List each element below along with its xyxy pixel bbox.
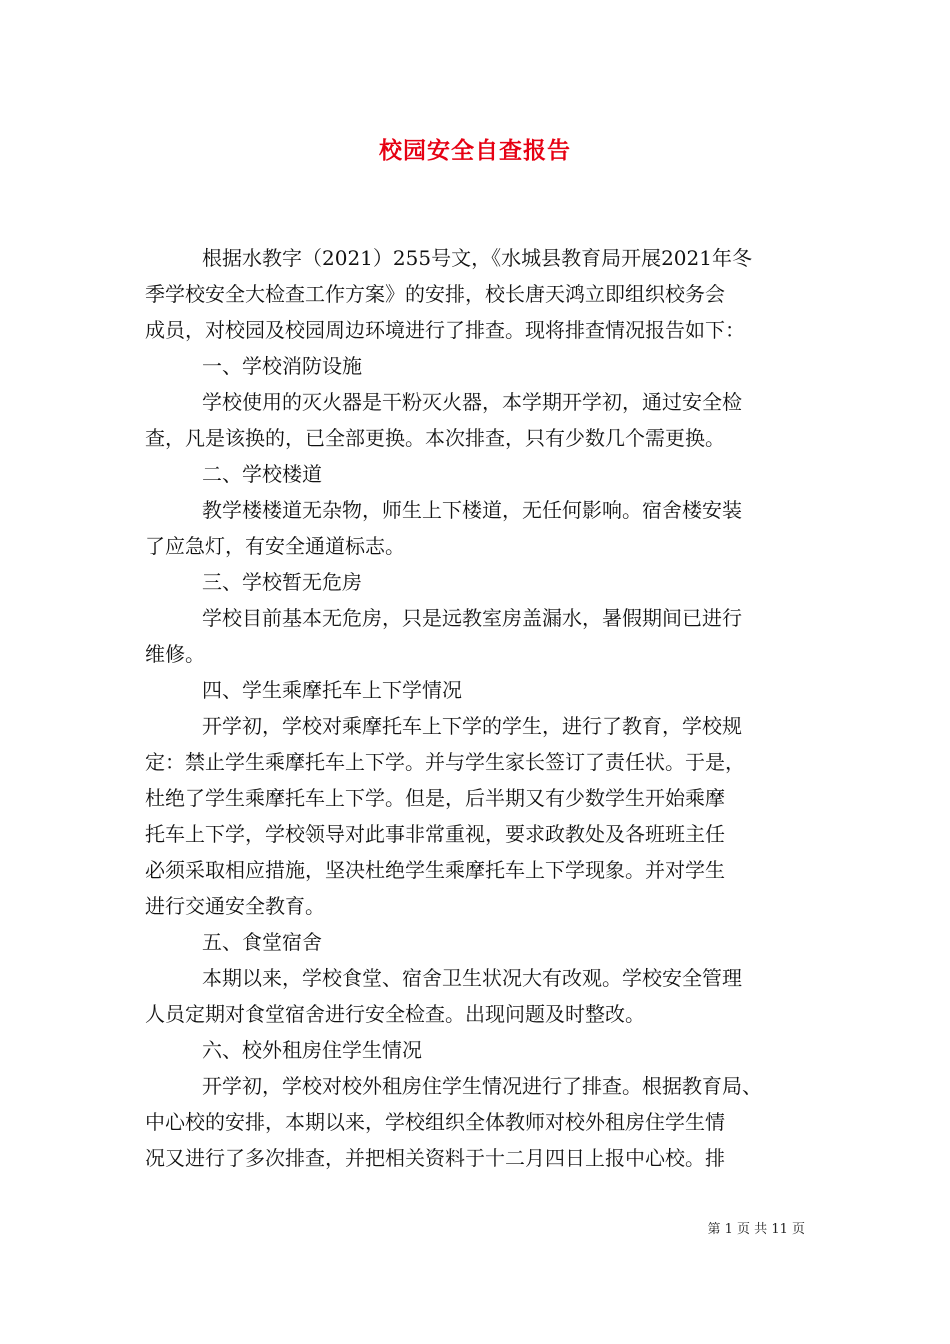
document-body bbox=[145, 240, 807, 1176]
paragraph-line: 况又进行了多次排查，并把相关资料于十二月四日上报中心校。排 bbox=[145, 1146, 725, 1170]
section-heading: 一、学校消防设施 bbox=[202, 354, 362, 378]
paragraph-line: 教学楼楼道无杂物，师生上下楼道，无任何影响。宿舍楼安装 bbox=[202, 498, 742, 522]
paragraph-line: 中心校的安排，本期以来，学校组织全体教师对校外租房住学生情 bbox=[145, 1110, 725, 1134]
paragraph-line: 了应急灯，有安全通道标志。 bbox=[145, 534, 405, 558]
paragraph-line: 人员定期对食堂宿舍进行安全检查。出现问题及时整改。 bbox=[145, 1002, 645, 1026]
section-heading: 六、校外租房住学生情况 bbox=[202, 1038, 422, 1062]
paragraph-line: 必须采取相应措施，坚决杜绝学生乘摩托车上下学现象。并对学生 bbox=[145, 858, 725, 882]
paragraph-line: 进行交通安全教育。 bbox=[145, 894, 325, 918]
paragraph-line: 学校使用的灭火器是干粉灭火器，本学期开学初，通过安全检 bbox=[202, 390, 742, 414]
paragraph-line: 定：禁止学生乘摩托车上下学。并与学生家长签订了责任状。于是， bbox=[145, 750, 745, 774]
page-title: 校园安全自查报告 bbox=[379, 137, 571, 164]
paragraph-line: 根据水教字（2021）255号文，《水城县教育局开展2021年冬 bbox=[202, 246, 752, 270]
paragraph-line: 成员，对校园及校园周边环境进行了排查。现将排查情况报告如下： bbox=[145, 318, 745, 342]
section-heading: 二、学校楼道 bbox=[202, 462, 322, 486]
paragraph-line: 查，凡是该换的，已全部更换。本次排查，只有少数几个需更换。 bbox=[145, 426, 725, 450]
section-heading: 五、食堂宿舍 bbox=[202, 930, 322, 954]
paragraph-line: 开学初，学校对乘摩托车上下学的学生，进行了教育，学校规 bbox=[202, 714, 742, 738]
paragraph-line: 维修。 bbox=[145, 642, 205, 666]
paragraph-line: 杜绝了学生乘摩托车上下学。但是，后半期又有少数学生开始乘摩 bbox=[145, 786, 725, 810]
section-heading: 三、学校暂无危房 bbox=[202, 570, 362, 594]
paragraph-line: 学校目前基本无危房，只是远教室房盖漏水，暑假期间已进行 bbox=[202, 606, 742, 630]
paragraph-line: 本期以来，学校食堂、宿舍卫生状况大有改观。学校安全管理 bbox=[202, 966, 742, 990]
page-number: 第 1 页 共 11 页 bbox=[707, 1222, 805, 1237]
section-heading: 四、学生乘摩托车上下学情况 bbox=[202, 678, 462, 702]
paragraph-line: 托车上下学，学校领导对此事非常重视，要求政教处及各班班主任 bbox=[145, 822, 725, 846]
paragraph-line: 开学初，学校对校外租房住学生情况进行了排查。根据教育局、 bbox=[202, 1074, 762, 1098]
paragraph-line: 季学校安全大检查工作方案》的安排，校长唐天鸿立即组织校务会 bbox=[145, 282, 725, 306]
